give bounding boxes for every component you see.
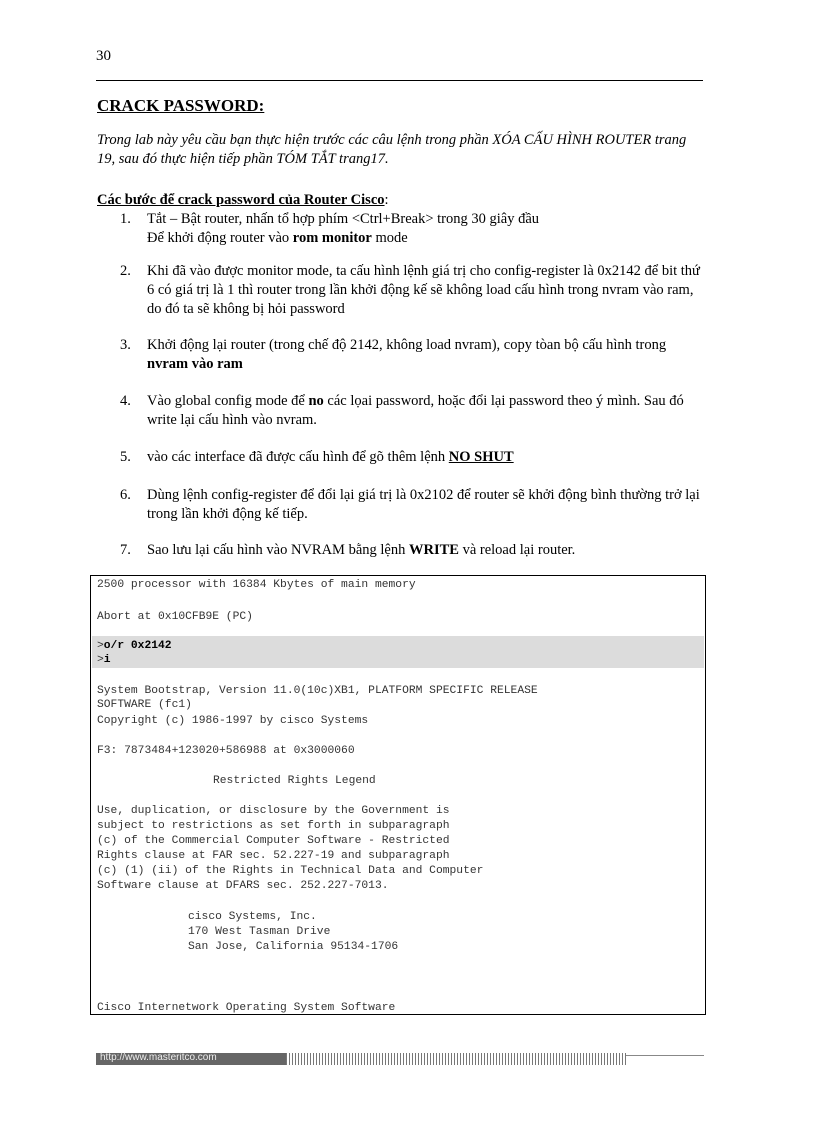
- step-number: 5.: [120, 449, 131, 465]
- step-number: 7.: [120, 542, 131, 558]
- step-number: 3.: [120, 337, 131, 353]
- terminal-line: subject to restrictions as set forth in subparagraph: [97, 820, 450, 832]
- step-number: 1.: [120, 211, 131, 227]
- step-number: 2.: [120, 263, 131, 279]
- terminal-prompt: >: [97, 640, 104, 652]
- terminal-line: Abort at 0x10CFB9E (PC): [97, 611, 253, 623]
- terminal-command: o/r 0x2142: [103, 640, 172, 652]
- terminal-line: Restricted Rights Legend: [213, 775, 376, 787]
- step-body: [147, 336, 707, 374]
- terminal-command: i: [103, 654, 111, 666]
- terminal-line: Software clause at DFARS sec. 252.227-7013.: [97, 880, 389, 892]
- step-text: vào các interface đã được cấu hình để gõ thêm lệnh: [147, 449, 449, 465]
- terminal-line: Use, duplication, or disclosure by the Government is: [97, 805, 450, 817]
- footer-stripes: [286, 1053, 626, 1065]
- terminal-highlight: [92, 636, 704, 668]
- section-title: CRACK PASSWORD:: [97, 96, 265, 115]
- step-text: các lọai password, hoặc đổi lại password theo ý mình. Sau đó write lại cấu hình vào nvram.: [147, 393, 684, 428]
- terminal-line: F3: 7873484+123020+586988 at 0x3000060: [97, 745, 355, 757]
- terminal-line: System Bootstrap, Version 11.0(10c)XB1, PLATFORM SPECIFIC RELEASE: [97, 685, 538, 697]
- terminal-line: San Jose, California 95134-1706: [188, 941, 399, 953]
- terminal-line: cisco Systems, Inc.: [188, 911, 317, 923]
- terminal-line: Copyright (c) 1986-1997 by cisco Systems: [97, 715, 369, 727]
- step-text: Vào global config mode để: [147, 393, 309, 409]
- step-text: Sao lưu lại cấu hình vào NVRAM bằng lệnh: [147, 542, 409, 558]
- steps-heading-text: Các bước để crack password của Router Cisco: [97, 192, 385, 208]
- step-body: [147, 541, 707, 560]
- steps-heading-colon: :: [384, 192, 389, 208]
- step-text: Khởi động lại router (trong chế độ 2142, không load nvram), copy tòan bộ cấu hình trong: [147, 337, 667, 353]
- step-text: Tắt – Bật router, nhấn tổ hợp phím <Ctrl+Break> trong 30 giây đầu: [147, 211, 540, 227]
- terminal-line: 170 West Tasman Drive: [188, 926, 331, 938]
- step-body: Khi đã vào được monitor mode, ta cấu hình lệnh giá trị cho config-register là 0x2142 để bit thứ 6 có giá trị là 1 thì router trong lần khởi động kế sẽ không load cấu hình trong nvram vào ram, do đó ta sẽ không bị hỏi password: [147, 263, 700, 317]
- terminal-line: Cisco Internetwork Operating System Software: [97, 1002, 396, 1014]
- header-rule: [96, 80, 703, 81]
- step-bold-text: nvram vào ram: [147, 356, 243, 372]
- terminal-line: 2500 processor with 16384 Kbytes of main memory: [97, 579, 416, 591]
- terminal-line: Rights clause at FAR sec. 52.227-19 and subparagraph: [97, 850, 450, 862]
- terminal-prompt: >: [97, 654, 104, 666]
- terminal-line: (c) of the Commercial Computer Software - Restricted: [97, 835, 450, 847]
- terminal-command-line: [97, 653, 111, 667]
- step-bold-text: NO SHUT: [448, 449, 514, 465]
- step-text: Để khởi động router vào: [147, 230, 293, 246]
- steps-heading: [97, 192, 389, 209]
- step-bold-text: rom monitor: [292, 230, 372, 246]
- step-bold-text: no: [308, 393, 324, 409]
- step-bold-text: WRITE: [408, 542, 459, 558]
- intro-paragraph: Trong lab này yêu cầu bạn thực hiện trước các câu lệnh trong phần XÓA CẤU HÌNH ROUTER trang 19, sau đó thực hiện tiếp phần TÓM TẮT trang17.: [97, 132, 687, 167]
- page-number: 30: [96, 48, 111, 64]
- footer-url[interactable]: http://www.masteritco.com: [100, 1052, 217, 1063]
- step-body: [147, 448, 707, 467]
- step-body: [147, 210, 707, 248]
- step-number: 6.: [120, 487, 131, 503]
- step-text: và reload lại router.: [458, 542, 576, 558]
- terminal-command-line: [97, 639, 172, 653]
- terminal-line: (c) (1) (ii) of the Rights in Technical Data and Computer: [97, 865, 484, 877]
- step-body: Dùng lệnh config-register để đổi lại giá trị là 0x2102 để router sẽ khởi động bình thường trở lại trong lần khởi động kế tiếp.: [147, 487, 700, 522]
- step-number: 4.: [120, 393, 131, 409]
- terminal-line: SOFTWARE (fc1): [97, 699, 192, 711]
- step-body: [147, 392, 707, 430]
- step-text: mode: [371, 230, 408, 246]
- terminal-output: [90, 575, 706, 1015]
